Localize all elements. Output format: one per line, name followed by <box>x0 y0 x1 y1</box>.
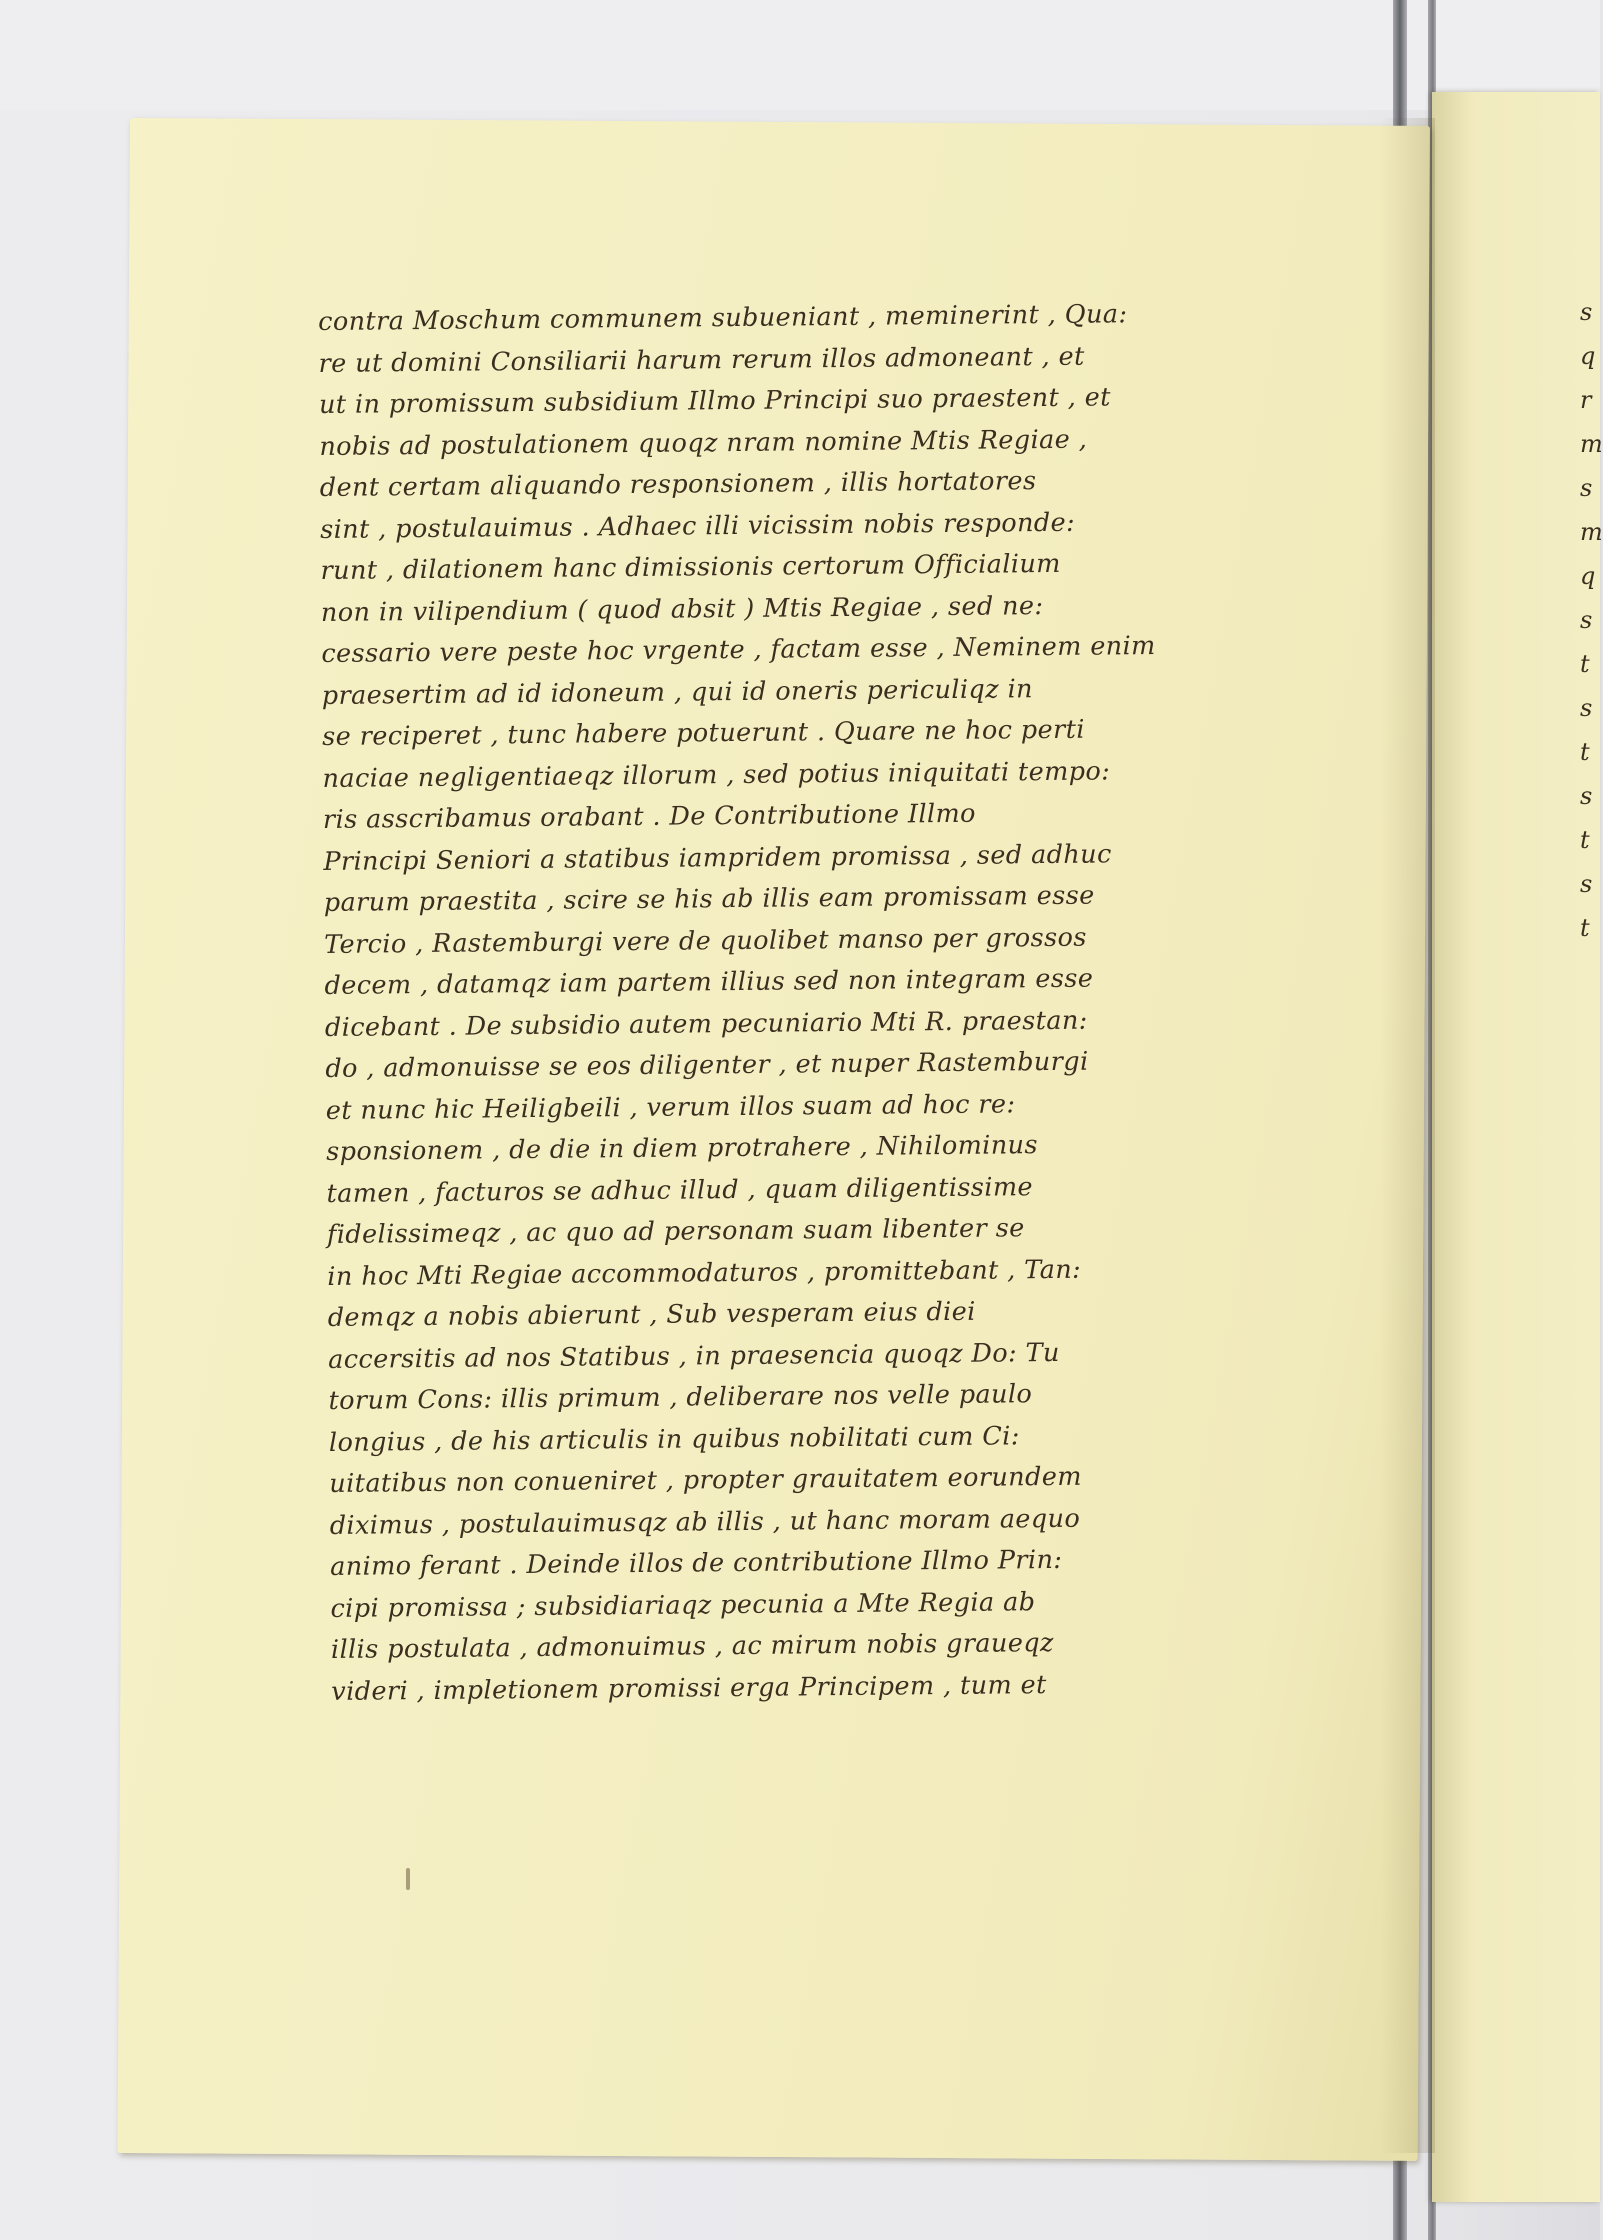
facing-page-fragment: t <box>1580 826 1590 854</box>
manuscript-text <box>318 293 1262 1713</box>
manuscript-line: se reciperet , tunc habere potuerunt . Quare ne hoc perti <box>322 714 1086 752</box>
ink-mark <box>406 1868 410 1890</box>
manuscript-line: torum Cons: illis primum , deliberare nos velle paulo <box>328 1379 1033 1416</box>
manuscript-line: accersitis ad nos Statibus , in praesencia quoqz Do: Tu <box>328 1337 1060 1375</box>
manuscript-line: diximus , postulauimusqz ab illis , ut hanc moram aequo <box>329 1503 1081 1541</box>
manuscript-line: uitatibus non conueniret , propter grauitatem eorundem <box>329 1461 1083 1499</box>
facing-page-fragment: s <box>1580 870 1593 898</box>
facing-page-fragment: m <box>1580 430 1603 458</box>
facing-page-fragment: s <box>1580 782 1593 810</box>
manuscript-line: demqz a nobis abierunt , Sub vesperam eius diei <box>327 1296 976 1333</box>
manuscript-line: do , admonuisse se eos diligenter , et nuper Rastemburgi <box>325 1046 1089 1084</box>
manuscript-line: dent certam aliquando responsionem , illis hortatores <box>319 466 1037 503</box>
manuscript-line: videri , impletionem promissi erga Principem , tum et <box>331 1669 1047 1707</box>
manuscript-line: dicebant . De subsidio autem pecuniario Mti R. praestan: <box>324 1005 1088 1043</box>
facing-page <box>1432 92 1603 2202</box>
facing-page-fragment: t <box>1580 650 1590 678</box>
manuscript-line: fidelissimeqz , ac quo ad personam suam libenter se <box>326 1213 1025 1250</box>
facing-page-text <box>1580 290 1603 950</box>
page-gutter-shadow <box>1380 118 1435 2153</box>
facing-page-fragment: t <box>1580 738 1590 766</box>
scan-top-margin <box>0 0 1600 110</box>
manuscript-line: parum praestita , scire se his ab illis eam promissam esse <box>323 880 1095 918</box>
manuscript-line: sponsionem , de die in diem protrahere , Nihilominus <box>326 1130 1039 1167</box>
manuscript-line: illis postulata , admonuimus , ac mirum nobis graueqz <box>330 1627 1054 1665</box>
manuscript-line: praesertim ad id idoneum , qui id oneris periculiqz in <box>321 673 1034 711</box>
manuscript-line: re ut domini Consiliarii harum rerum illos admoneant , et <box>318 341 1085 379</box>
manuscript-line: Principi Seniori a statibus iampridem promissa , sed adhuc <box>323 838 1112 877</box>
manuscript-line: in hoc Mti Regiae accommodaturos , promittebant , Tan: <box>327 1254 1082 1292</box>
manuscript-line: contra Moschum communem subueniant , meminerint , Qua: <box>318 299 1128 337</box>
manuscript-line: naciae negligentiaeqz illorum , sed potius iniquitati tempo: <box>322 755 1111 794</box>
manuscript-line: animo ferant . Deinde illos de contributione Illmo Prin: <box>329 1544 1063 1582</box>
facing-page-fragment: s <box>1580 606 1593 634</box>
facing-page-fragment: m <box>1580 518 1603 546</box>
manuscript-line: cipi promissa ; subsidiariaqz pecunia a Mte Regia ab <box>330 1586 1036 1624</box>
facing-page-fragment: s <box>1580 474 1593 502</box>
manuscript-line: nobis ad postulationem quoqz nram nomine Mtis Regiae , <box>319 424 1088 462</box>
manuscript-line: decem , datamqz iam partem illius sed non integram esse <box>324 963 1094 1001</box>
facing-page-fragment: t <box>1580 914 1590 942</box>
manuscript-line: cessario vere peste hoc vrgente , factam esse , Neminem enim <box>321 630 1156 669</box>
manuscript-line: longius , de his articulis in quibus nobilitati cum Ci: <box>328 1420 1020 1458</box>
facing-page-fragment: s <box>1580 298 1593 326</box>
manuscript-line: Tercio , Rastemburgi vere de quolibet manso per grossos <box>324 922 1087 960</box>
manuscript-line: ut in promissum subsidium Illmo Principi suo praestent , et <box>318 382 1112 420</box>
facing-page-fragment: s <box>1580 694 1593 722</box>
manuscript-line: runt , dilationem hanc dimissionis certorum Officialium <box>320 548 1061 586</box>
facing-page-fragment: q <box>1580 562 1596 590</box>
facing-page-fragment: q <box>1580 342 1596 370</box>
manuscript-line: et nunc hic Heiligbeili , verum illos suam ad hoc re: <box>325 1088 1016 1126</box>
manuscript-line: ris asscribamus orabant . De Contributione Illmo <box>322 798 976 835</box>
manuscript-line: tamen , facturos se adhuc illud , quam diligentissime <box>326 1171 1034 1209</box>
manuscript-line: sint , postulauimus . Adhaec illi vicissim nobis responde: <box>320 507 1076 545</box>
facing-page-fragment: r <box>1580 386 1592 414</box>
manuscript-line: non in vilipendium ( quod absit ) Mtis Regiae , sed ne: <box>320 590 1044 628</box>
